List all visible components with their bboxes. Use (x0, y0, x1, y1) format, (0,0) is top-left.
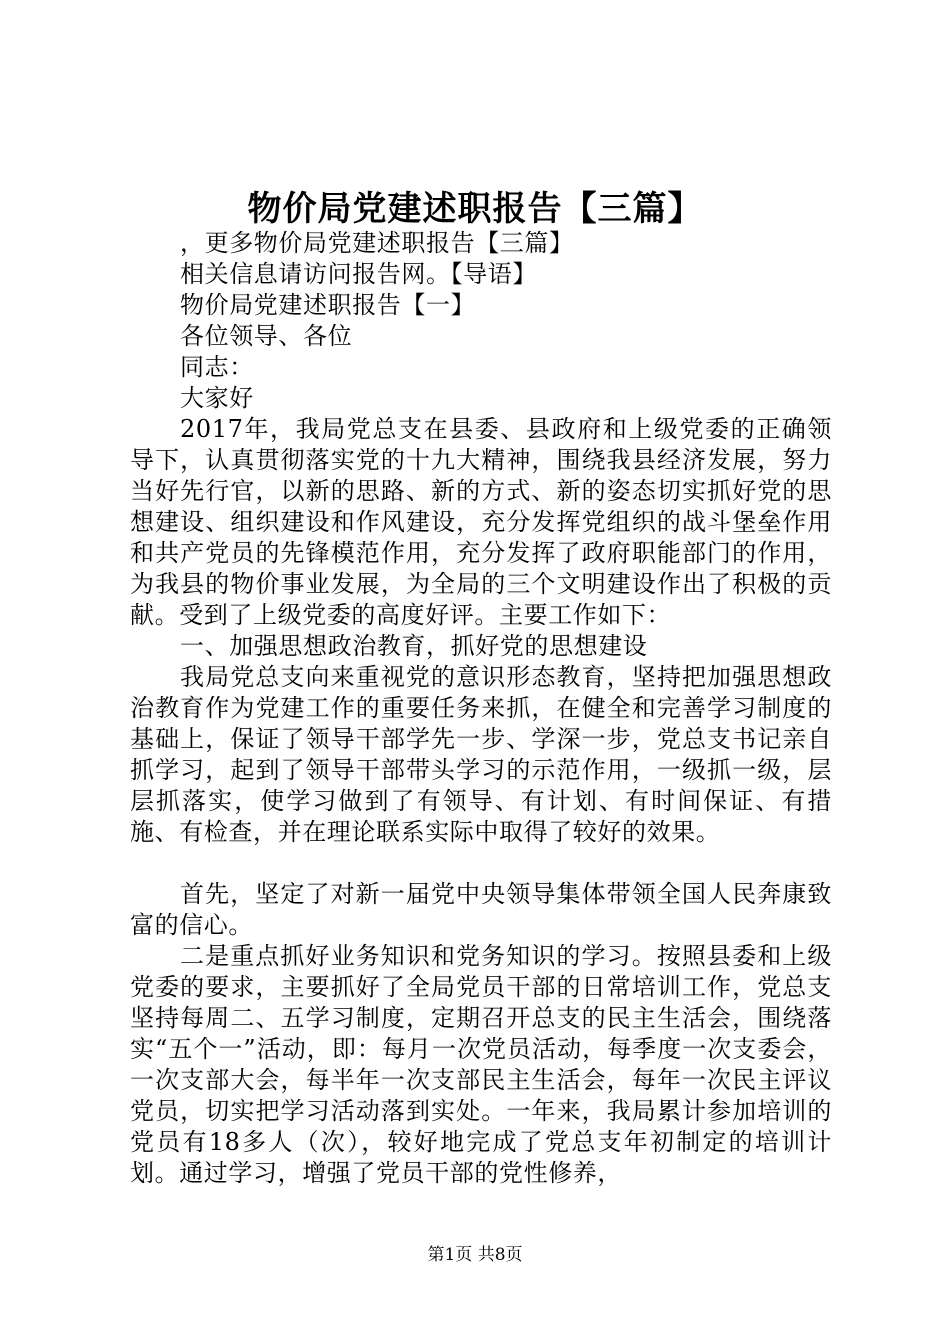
salutation-line: 同志： (180, 353, 254, 381)
section-heading: 物价局党建述职报告【一】 (180, 291, 476, 319)
greeting-line: 大家好 (180, 384, 254, 412)
subsection-heading: 一、加强思想政治教育，抓好党的思想建设 (180, 632, 648, 660)
page-title: 物价局党建述职报告【三篇】 (247, 189, 703, 229)
intro-line: ，更多物价局党建述职报告【三篇】 (180, 229, 574, 257)
body-paragraph: 二是重点抓好业务知识和党务知识的学习。按照县委和上级党委的要求，主要抓好了全局党员干部的日常培训工作，党总支坚持每周二、五学习制度，定期召开总支的民主生活会，围绕落实“五个一”活动，即：每月一次党员活动，每季度一次支委会，一次支部大会，每半年一次支部民主生活会，每年一次民主评议党员，切实把学习活动落到实处。一年来，我局累计参加培训的党员有18多人（次），较好地完成了党总支年初制定的培训计划。通过学习，增强了党员干部的党性修养， (130, 942, 832, 1187)
intro-line: 相关信息请访问报告网。【导语】 (180, 260, 537, 288)
document-body (130, 228, 832, 1189)
body-paragraph: 2017年，我局党总支在县委、县政府和上级党委的正确领导下，认真贯彻落实党的十九大精神，围绕我县经济发展，努力当好先行官，以新的思路、新的方式、新的姿态切实抓好党的思想建设、组织建设和作风建设，充分发挥党组织的战斗堡垒作用和共产党员的先锋模范作用，充分发挥了政府职能部门的作用，为我县的物价事业发展，为全局的三个文明建设作出了积极的贡献。受到了上级党委的高度好评。主要工作如下： (130, 415, 832, 629)
body-paragraph: 首先，坚定了对新一届党中央领导集体带领全国人民奔康致富的信心。 (130, 880, 832, 939)
page-footer: 第1页 共8页 (427, 1245, 523, 1265)
body-paragraph: 我局党总支向来重视党的意识形态教育，坚持把加强思想政治教育作为党建工作的重要任务来抓，在健全和完善学习制度的基础上，保证了领导干部学先一步、学深一步，党总支书记亲自抓学习，起到了领导干部带头学习的示范作用，一级抓一级，层层抓落实，使学习做到了有领导、有计划、有时间保证、有措施、有检查，并在理论联系实际中取得了较好的效果。 (130, 663, 832, 846)
salutation-line: 各位领导、各位 (180, 322, 353, 350)
